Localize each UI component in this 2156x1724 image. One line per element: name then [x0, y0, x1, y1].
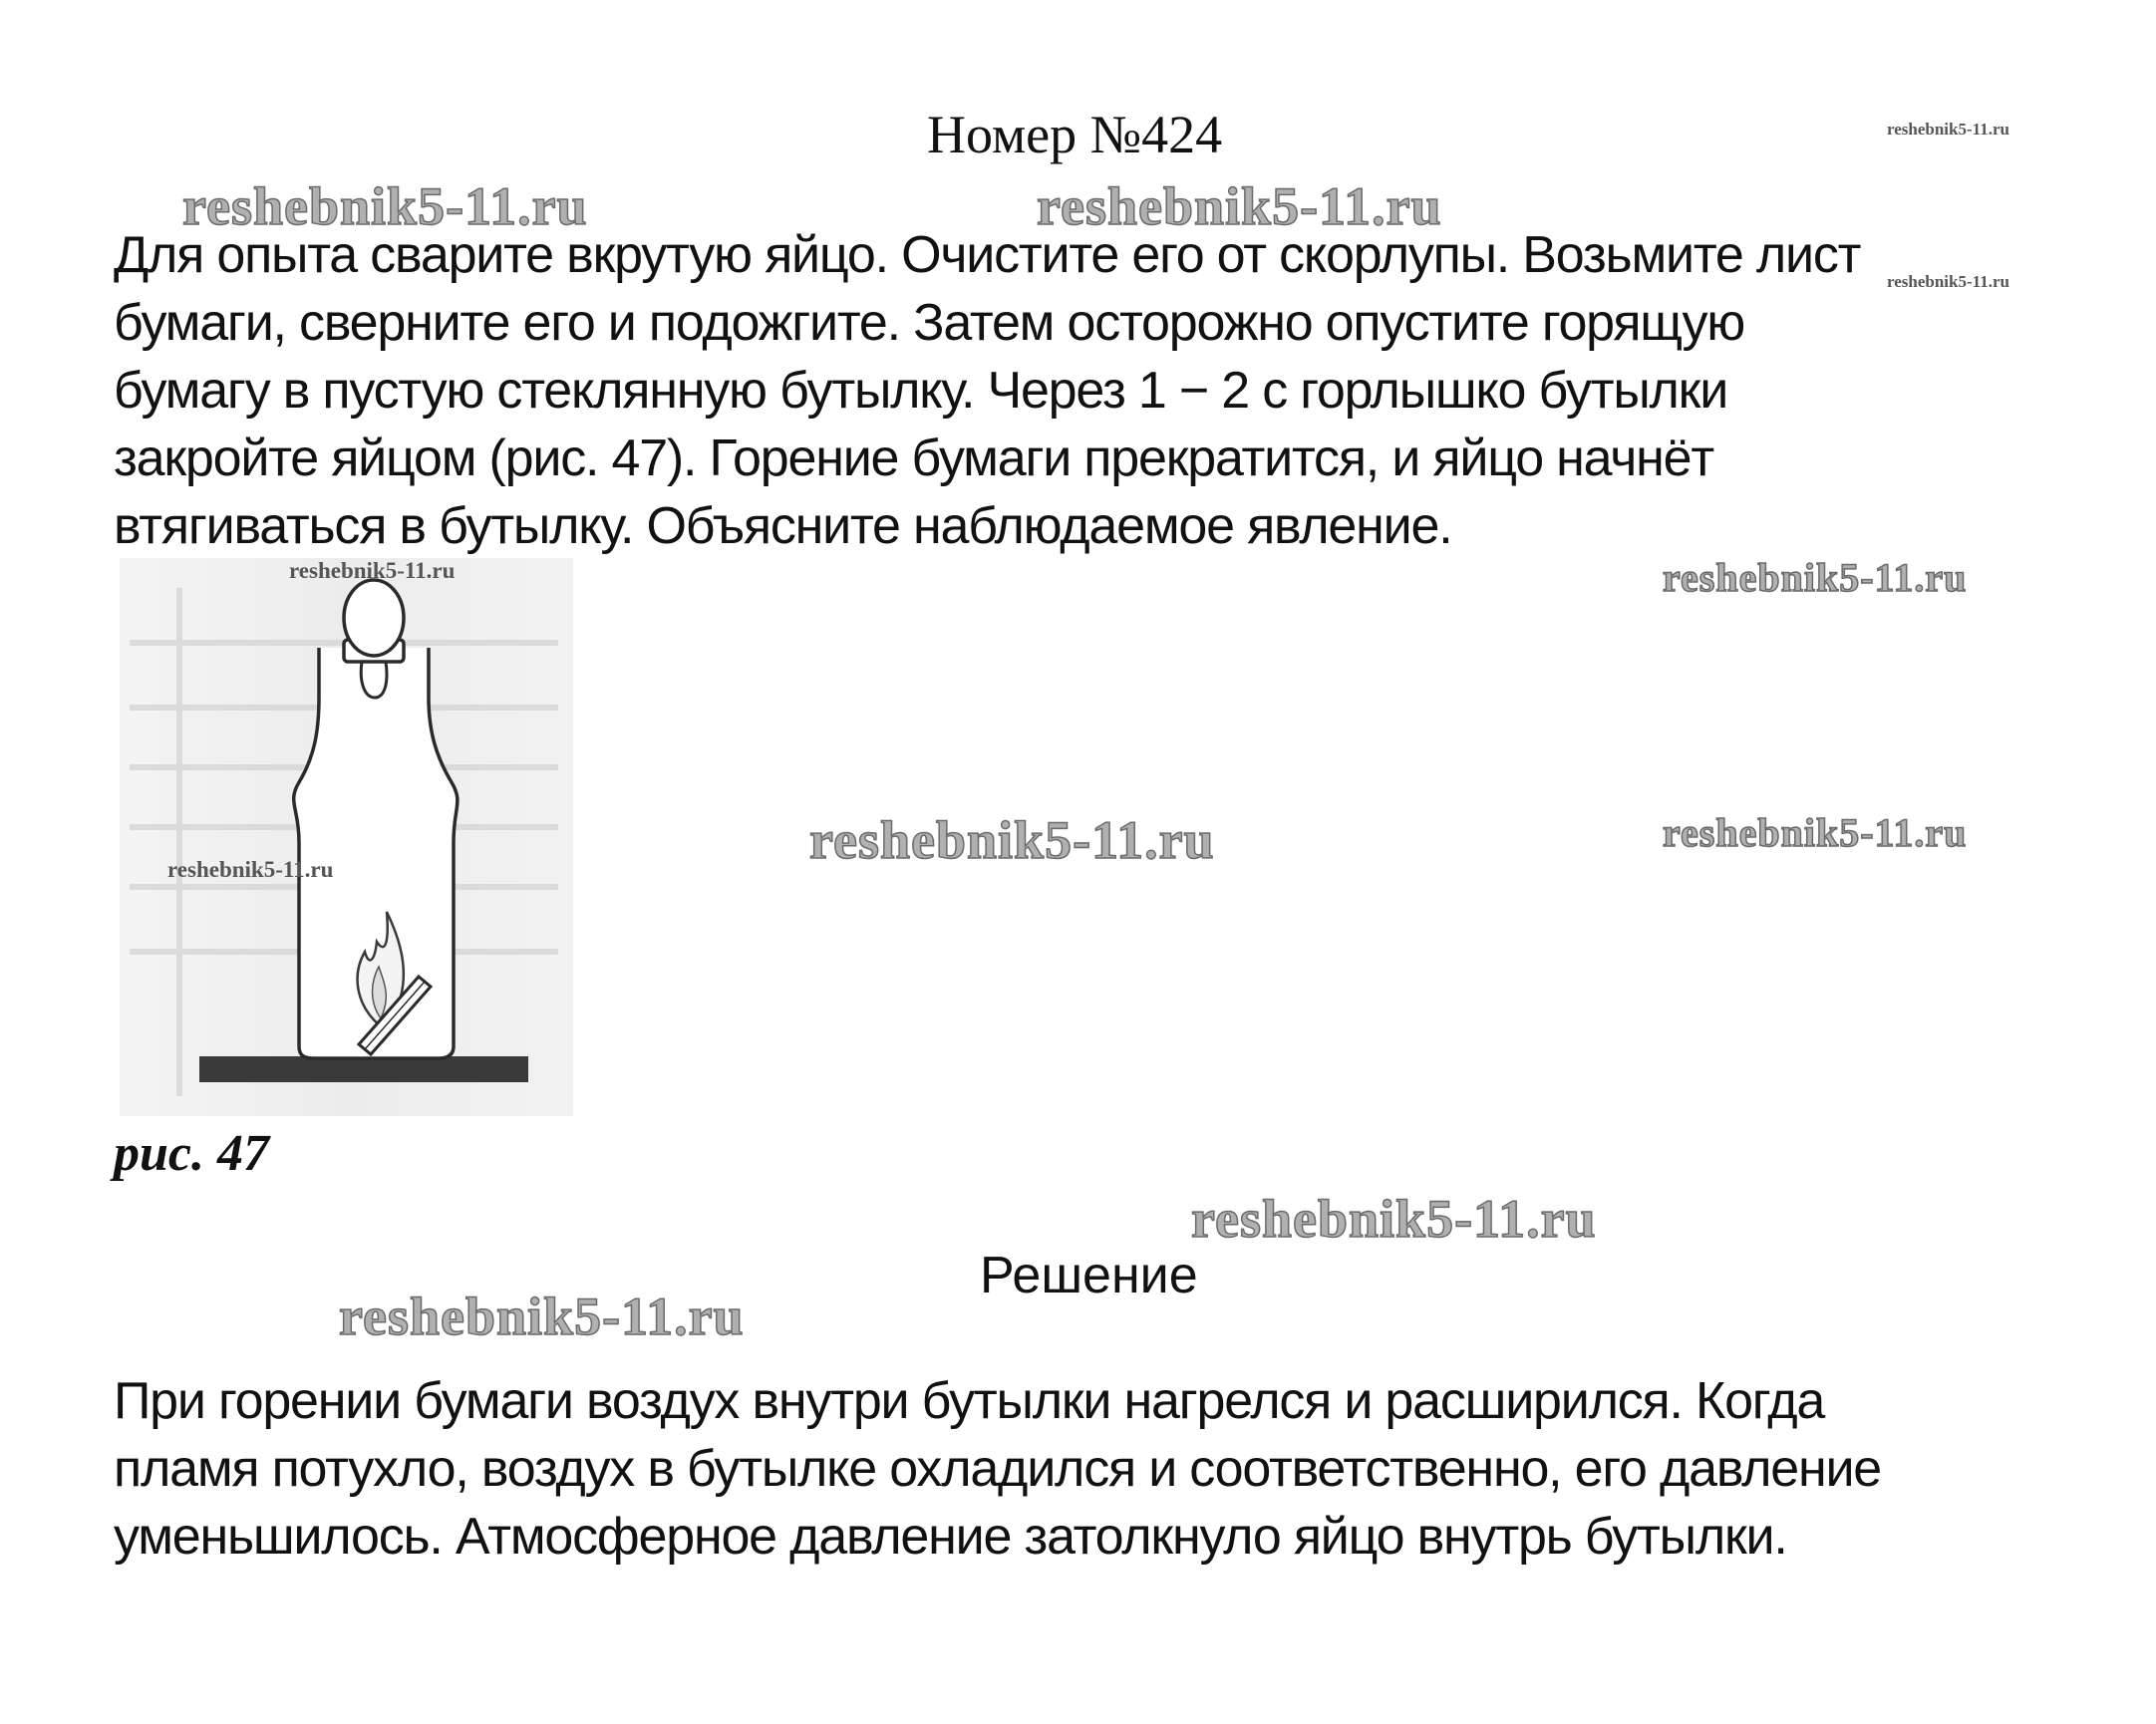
bottle-illustration: [120, 558, 573, 1116]
problem-line: бумагу в пустую стеклянную бутылку. Через 1 − 2 с горлышко бутылки: [114, 362, 1728, 420]
solution-heading: Решение: [980, 1247, 1198, 1304]
watermark: reshebnik5-11.ru: [167, 857, 334, 882]
problem-line: втягиваться в бутылку. Объясните наблюдаемое явление.: [114, 497, 1452, 555]
solution-text: [114, 1367, 2117, 1571]
watermark: reshebnik5-11.ru: [1663, 810, 1968, 855]
figure-bottle: [120, 558, 573, 1116]
watermark: reshebnik5-11.ru: [809, 810, 1215, 870]
solution-line: При горении бумаги воздух внутри бутылки нагрелся и расширился. Когда: [114, 1372, 1825, 1430]
problem-line: бумаги, сверните его и подожгите. Затем осторожно опустите горящую: [114, 294, 1745, 352]
page-title: Номер №424: [927, 105, 1223, 164]
solution-line: уменьшилось. Атмосферное давление затолкнуло яйцо внутрь бутылки.: [114, 1508, 1787, 1566]
watermark: reshebnik5-11.ru: [1663, 555, 1968, 600]
egg: [344, 580, 404, 656]
problem-line: Для опыта сварите вкрутую яйцо. Очистите его от скорлупы. Возьмите лист: [114, 226, 1861, 284]
table-surface: [199, 1056, 528, 1082]
problem-line: закройте яйцом (рис. 47). Горение бумаги прекратится, и яйцо начнёт: [114, 430, 1714, 487]
watermark: reshebnik5-11.ru: [289, 558, 456, 583]
figure-caption: рис. 47: [114, 1125, 269, 1182]
watermark: reshebnik5-11.ru: [1887, 272, 2009, 291]
watermark: reshebnik5-11.ru: [1191, 1189, 1597, 1249]
problem-text: [114, 221, 2117, 560]
solution-line: пламя потухло, воздух в бутылке охладился и соответственно, его давление: [114, 1440, 1882, 1498]
watermark: reshebnik5-11.ru: [1887, 120, 2009, 139]
watermark: reshebnik5-11.ru: [182, 176, 588, 236]
watermark: reshebnik5-11.ru: [1037, 176, 1442, 236]
watermark: reshebnik5-11.ru: [339, 1287, 745, 1346]
